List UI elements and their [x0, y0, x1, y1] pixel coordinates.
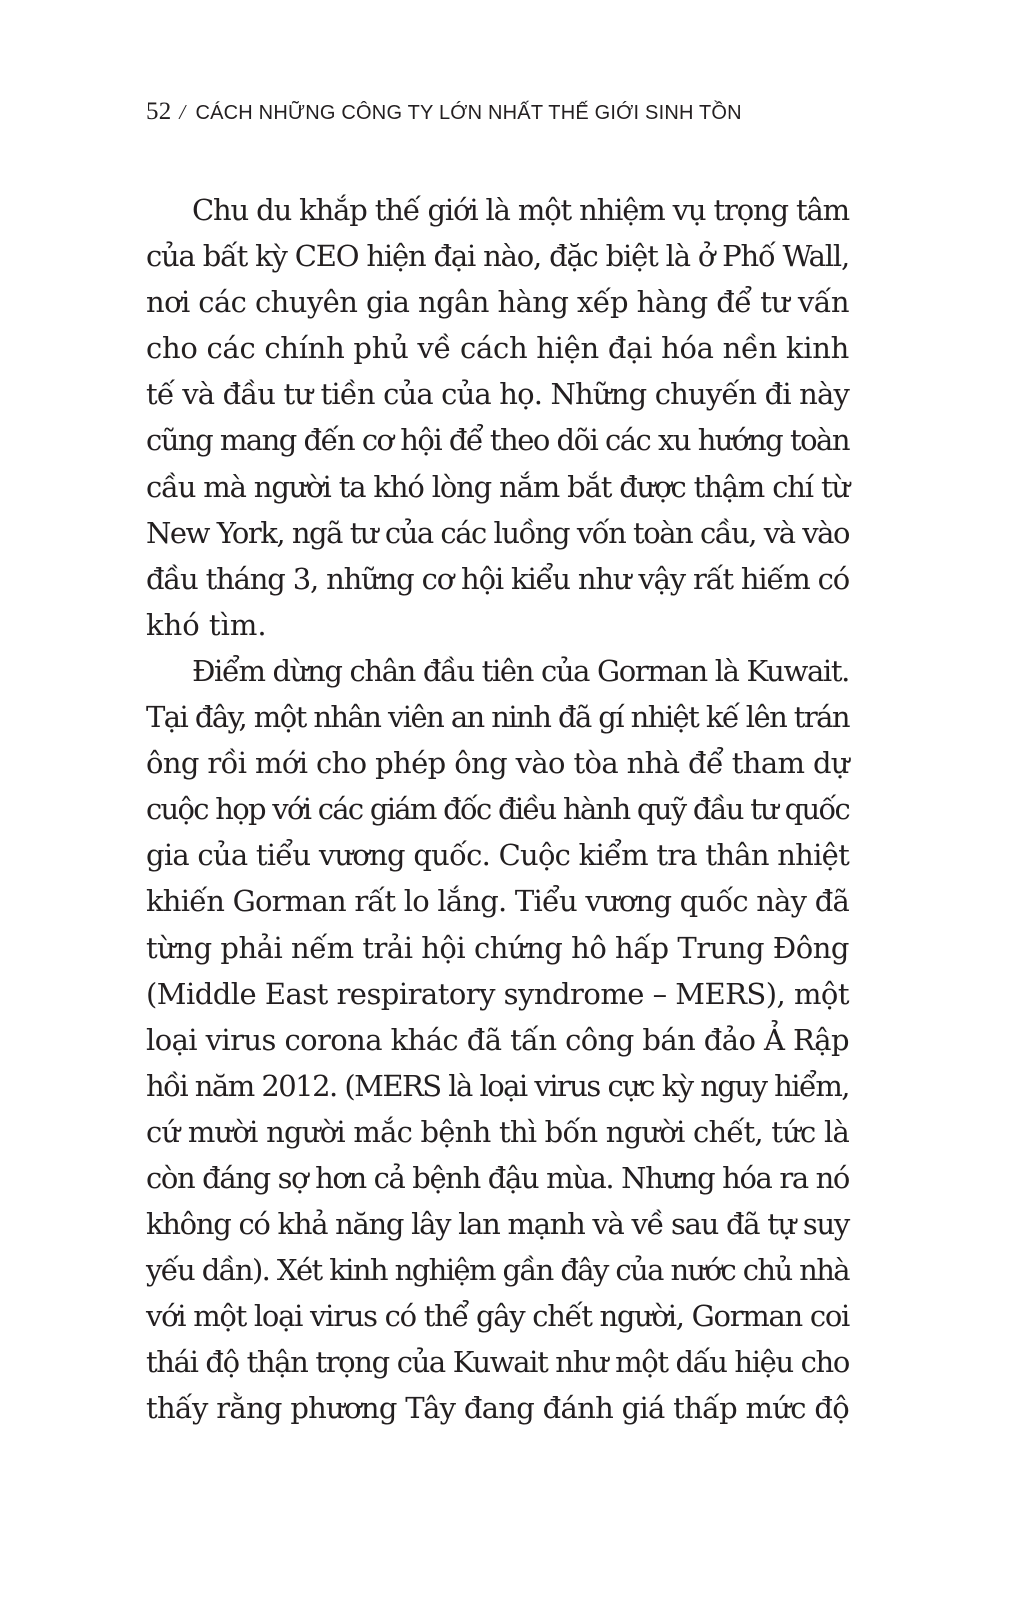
text-line: Điểm dừng chân đầu tiên của Gorman là Kuwait. [192, 653, 849, 688]
paragraph [146, 187, 849, 648]
text-line: New York, ngã tư của các luồng vốn toàn cầu, và vào [146, 515, 849, 550]
text-line: gia của tiểu vương quốc. Cuộc kiểm tra thân nhiệt [146, 838, 849, 873]
text-line: không có khả năng lây lan mạnh và về sau đã tự suy [146, 1207, 849, 1242]
text-line: khiến Gorman rất lo lắng. Tiểu vương quốc này đã [146, 884, 849, 919]
book-title: CÁCH NHỮNG CÔNG TY LỚN NHẤT THẾ GIỚI SINH TỒN [195, 102, 742, 124]
paragraph [146, 648, 849, 1432]
header-separator: / [179, 100, 186, 124]
text-line: Chu du khắp thế giới là một nhiệm vụ trọng tâm [192, 193, 849, 227]
text-line: loại virus corona khác đã tấn công bán đảo Ả Rập [146, 1022, 849, 1057]
text-line: tế và đầu tư tiền của của họ. Những chuyến đi này [146, 377, 849, 412]
text-line: cầu mà người ta khó lòng nắm bắt được thậm chí từ [146, 469, 849, 504]
text-line: cứ mười người mắc bệnh thì bốn người chết, tức là [146, 1114, 849, 1149]
running-header [146, 98, 742, 126]
text-line: ông rồi mới cho phép ông vào tòa nhà để tham dự [146, 746, 849, 781]
text-line: hồi năm 2012. (MERS là loại virus cực kỳ nguy hiểm, [146, 1068, 849, 1103]
text-line: của bất kỳ CEO hiện đại nào, đặc biệt là ở Phố Wall, [146, 239, 849, 274]
text-line: thấy rằng phương Tây đang đánh giá thấp mức độ [146, 1391, 849, 1426]
text-line: từng phải nếm trải hội chứng hô hấp Trung Đông [146, 930, 849, 965]
text-line: đầu tháng 3, những cơ hội kiểu như vậy rất hiếm có [146, 561, 849, 596]
body-text [146, 187, 849, 1432]
page-number: 52 [146, 98, 172, 125]
text-line: cuộc họp với các giám đốc điều hành quỹ đầu tư quốc [146, 792, 849, 827]
text-line: cho các chính phủ về cách hiện đại hóa nền kinh [146, 331, 849, 366]
text-line: thái độ thận trọng của Kuwait như một dấu hiệu cho [146, 1345, 849, 1380]
text-line: Tại đây, một nhân viên an ninh đã gí nhiệt kế lên trán [146, 700, 850, 735]
text-line: cũng mang đến cơ hội để theo dõi các xu hướng toàn [146, 423, 849, 458]
text-line: còn đáng sợ hơn cả bệnh đậu mùa. Nhưng hóa ra nó [146, 1160, 849, 1195]
text-line: khó tìm. [146, 607, 267, 642]
text-line: với một loại virus có thể gây chết người, Gorman coi [146, 1299, 849, 1334]
text-line: (Middle East respiratory syndrome – MERS), một [146, 976, 849, 1011]
text-line: yếu dần). Xét kinh nghiệm gần đây của nước chủ nhà [146, 1253, 849, 1288]
text-line: nơi các chuyên gia ngân hàng xếp hàng để tư vấn [146, 285, 849, 320]
